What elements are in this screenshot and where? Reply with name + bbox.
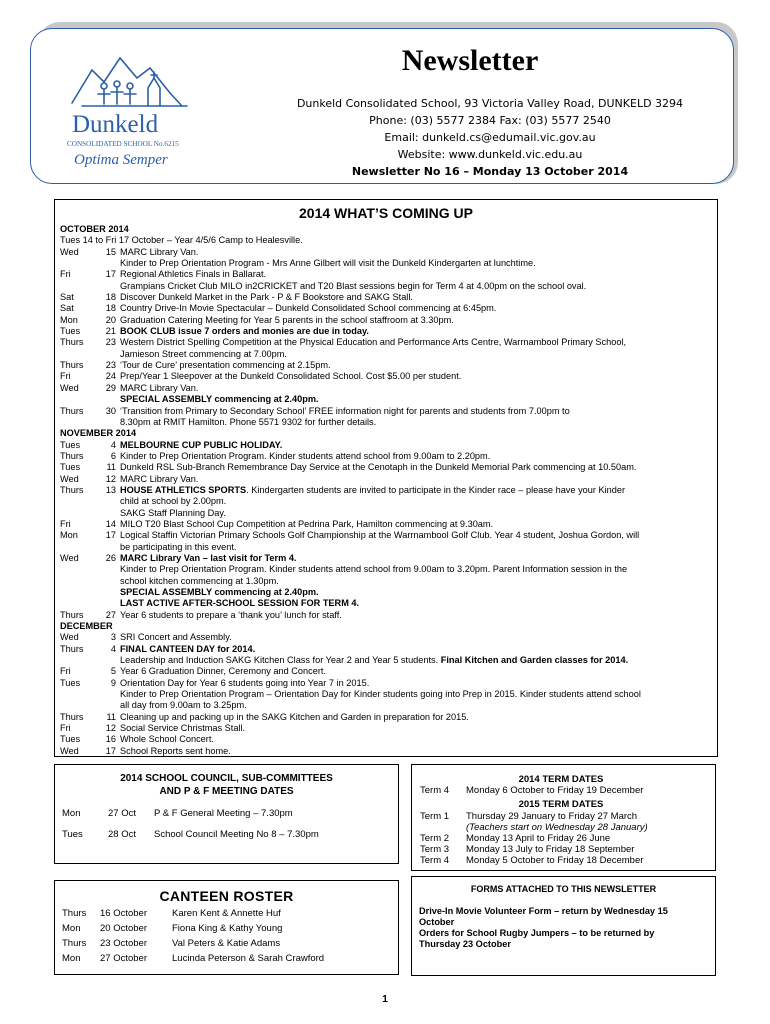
event-row: Tues 9 Orientation Day for Year 6 students going into Year 7 in 2015. <box>60 677 370 688</box>
term-dates: Monday 6 October to Friday 19 December <box>466 785 644 796</box>
event-row: Wed 29 MARC Library Van. <box>60 382 199 393</box>
newsletter-title: Newsletter <box>401 44 539 77</box>
term-dates: Monday 13 July to Friday 18 September <box>466 844 635 855</box>
event-row: Mon 17 Logical Staffin Victorian Primary Schools Golf Championship at the Warrnambool Golf Club. Year 4 student, Joshua Gordon, will <box>60 530 640 541</box>
event-row: Tues 11 Dunkeld RSL Sub-Branch Remembrance Day Service at the Cenotaph in the Dunkeld Memorial Park commencing at 10.50am. <box>60 462 637 473</box>
term-dates: Monday 5 October to Friday 18 December <box>466 855 644 866</box>
logo-sub: CONSOLIDATED SCHOOL No.6215 <box>67 140 179 148</box>
council-title: 2014 SCHOOL COUNCIL, SUB-COMMITTEES AND P & F MEETING DATES <box>120 773 333 797</box>
logo-motto: Optima Semper <box>74 152 168 168</box>
event-row: Tues 16 Whole School Concert. <box>60 734 214 745</box>
event-intro: Tues 14 to Fri 17 October – Year 4/5/6 Camp to Healesville. <box>60 235 303 246</box>
canteen-row: Thurs 23 October Val Peters & Katie Adams <box>62 938 281 949</box>
event-continuation: 8.30pm at RMIT Hamilton. Phone 5571 9302 for further details. <box>120 416 377 427</box>
event-row: Wed 15 MARC Library Van. <box>60 246 199 257</box>
form-item: Drive-In Movie Volunteer Form – return by Wednesday 15 <box>419 906 668 916</box>
month-heading: NOVEMBER 2014 <box>60 428 137 439</box>
term-dates: Thursday 29 January to Friday 27 March <box>466 811 638 822</box>
newsletter-number: Newsletter No 16 – Monday 13 October 2014 <box>351 165 629 178</box>
form-item: October <box>419 917 455 927</box>
forms-title: FORMS ATTACHED TO THIS NEWSLETTER <box>470 884 657 894</box>
event-continuation: SPECIAL ASSEMBLY commencing at 2.40pm. <box>120 587 319 597</box>
term-title-2014: 2014 TERM DATES <box>518 774 604 785</box>
event-continuation: child at school by 2.00pm. <box>120 496 227 507</box>
school-logo <box>62 48 212 178</box>
canteen-row: Mon 27 October Lucinda Peterson & Sarah Crawford <box>62 953 325 964</box>
school-email[interactable]: Email: dunkeld.cs@edumail.vic.gov.au <box>384 131 596 144</box>
event-row: Wed 17 School Reports sent home. <box>60 745 231 756</box>
term-row: Term 2 <box>420 833 450 844</box>
event-continuation: all day from 9.00am to 3.25pm. <box>120 700 247 711</box>
event-continuation: Leadership and Induction SAKG Kitchen Class for Year 2 and Year 5 students. Final Kitchen and Garden classes for 2014. <box>120 655 629 666</box>
event-row: Fri 12 Social Service Christmas Stall. <box>60 723 246 734</box>
event-row: Mon 20 Graduation Catering Meeting for Year 5 parents in the school staffroom at 3.30pm. <box>60 314 454 325</box>
canteen-list <box>62 908 392 968</box>
event-row: Thurs 6 Kinder to Prep Orientation Program. Kinder students attend school from 9.00am to 2.20pm. <box>60 450 491 461</box>
term-note: (Teachers start on Wednesday 28 January) <box>466 822 648 833</box>
logo-name: Dunkeld <box>72 111 159 138</box>
month-heading: DECEMBER <box>60 621 113 632</box>
term-row: Term 4 <box>420 785 450 796</box>
event-continuation: SPECIAL ASSEMBLY commencing at 2.40pm. <box>120 394 319 405</box>
term-dates: Monday 13 April to Friday 26 June <box>466 833 611 844</box>
page-number: 1 <box>382 994 388 1005</box>
event-continuation: Kinder to Prep Orientation Program. Kinder students attend school from 9.00am to 3.20pm. Parent Information session in the <box>120 564 628 575</box>
event-row: Thurs 30 ‘Transition from Primary to Secondary School’ FREE information night for parents and students from 7.00pm to <box>60 405 570 416</box>
term-title-2015: 2015 TERM DATES <box>518 799 604 810</box>
event-row: Fri 14 MILO T20 Blast School Cup Competition at Pedrina Park, Hamilton commencing at 9.30am. <box>60 518 494 529</box>
event-row: Sat 18 Country Drive-In Movie Spectacular – Dunkeld Consolidated School commencing at 6:45pm. <box>60 303 497 314</box>
event-continuation: Grampians Cricket Club MILO in2CRICKET and T20 Blast sessions begin for Term 4 at 4.00pm on the school oval. <box>120 280 587 291</box>
event-row: Thurs 23 ‘Tour de Cure’ presentation commencing at 2.15pm. <box>60 360 331 371</box>
event-continuation: SAKG Staff Planning Day. <box>120 507 226 518</box>
term-row: Term 1 <box>420 811 450 822</box>
school-contact <box>250 95 730 180</box>
school-address: Dunkeld Consolidated School, 93 Victoria Valley Road, DUNKELD 3294 <box>296 97 684 110</box>
forms-list <box>419 906 711 950</box>
event-row: Thurs 23 Western District Spelling Competition at the Physical Education and Performance Arts Centre, Warrnambool Primary School, <box>60 337 627 348</box>
event-row: Fri 5 Year 6 Graduation Dinner, Ceremony and Concert. <box>60 666 326 677</box>
event-continuation: be participating in this event. <box>120 541 237 552</box>
form-item: Orders for School Rugby Jumpers – to be returned by <box>419 928 655 938</box>
event-row: Tues 21 BOOK CLUB issue 7 orders and monies are due in today. <box>60 326 369 337</box>
form-item: Thursday 23 October <box>419 939 511 949</box>
event-row: Tues 4 MELBOURNE CUP PUBLIC HOLIDAY. <box>60 439 283 450</box>
event-row: Fri 17 Regional Athletics Finals in Ballarat. <box>60 269 267 280</box>
event-continuation: Kinder to Prep Orientation Program - Mrs Anne Gilbert will visit the Dunkeld Kindergarten at lunchtime. <box>120 258 536 269</box>
term-row: Term 3 <box>420 844 450 855</box>
event-continuation: Jamieson Street commencing at 7.00pm. <box>120 348 287 359</box>
canteen-title: CANTEEN ROSTER <box>159 888 294 904</box>
school-website[interactable]: Website: www.dunkeld.vic.edu.au <box>397 148 583 161</box>
event-row: Fri 24 Prep/Year 1 Sleepover at the Dunkeld Consolidated School. Cost $5.00 per student. <box>60 371 462 382</box>
events-list <box>60 224 716 757</box>
coming-up-title: 2014 WHAT’S COMING UP <box>299 205 473 221</box>
school-phone: Phone: (03) 5577 2384 Fax: (03) 5577 2540 <box>369 114 611 127</box>
event-row: Thurs 11 Cleaning up and packing up in the SAKG Kitchen and Garden in preparation for 2015. <box>60 711 469 722</box>
event-continuation: LAST ACTIVE AFTER-SCHOOL SESSION FOR TERM 4. <box>120 598 360 609</box>
event-row: Wed 26 MARC Library Van – last visit for Term 4. <box>60 552 297 563</box>
event-row: Thurs 13 HOUSE ATHLETICS SPORTS. Kindergarten students are invited to participate in the Kinder race – please have your Kinder <box>60 484 626 495</box>
event-row: Sat 18 Discover Dunkeld Market in the Park - P & F Bookstore and SAKG Stall. <box>60 292 413 303</box>
canteen-row: Thurs 16 October Karen Kent & Annette Huf <box>62 908 281 919</box>
event-continuation: school kitchen commencing at 1.30pm. <box>120 575 279 586</box>
canteen-row: Mon 20 October Fiona King & Kathy Young <box>62 923 283 934</box>
term-row: Term 4 <box>420 855 450 866</box>
event-row: Wed 12 MARC Library Van. <box>60 473 199 484</box>
event-row: Thurs 27 Year 6 students to prepare a ‘thank you’ lunch for staff. <box>60 609 342 620</box>
event-row: Wed 3 SRI Concert and Assembly. <box>60 632 232 643</box>
event-row: Thurs 4 FINAL CANTEEN DAY for 2014. <box>60 643 256 654</box>
month-heading: OCTOBER 2014 <box>60 224 129 234</box>
event-continuation: Kinder to Prep Orientation Program – Orientation Day for Kinder students going into Prep in 2015. Kinder students attend school <box>120 689 641 700</box>
